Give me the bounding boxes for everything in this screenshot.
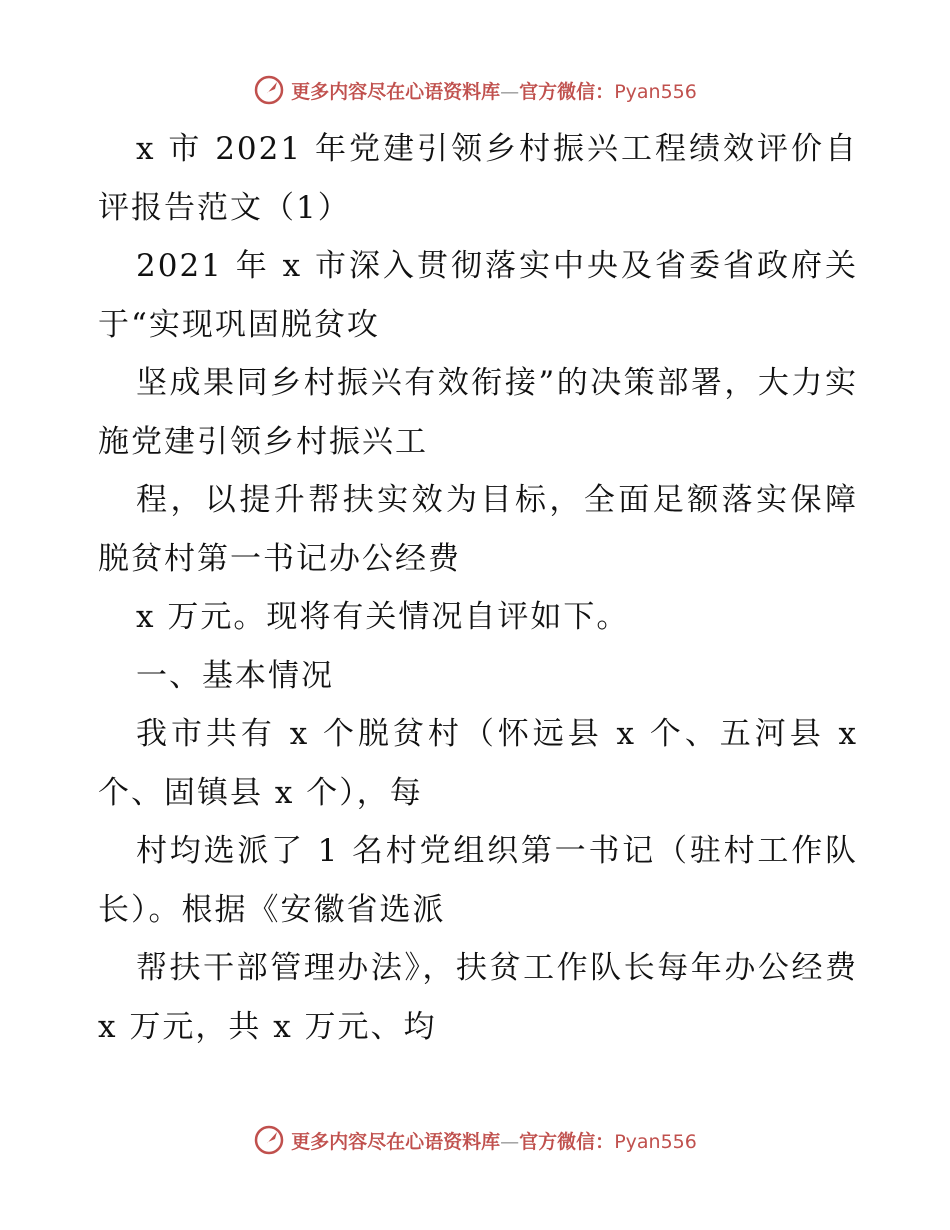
paragraph-8: 帮扶干部管理办法》，扶贫工作队长每年办公经费 x 万元，共 x 万元、均 [98, 950, 858, 1045]
header-banner-wechat-id: Pyan556 [614, 80, 697, 103]
paragraph-1: 2021 年 x 市深入贯彻落实中央及省委省政府关于“实现巩固脱贫攻 [98, 248, 858, 343]
document-body [98, 120, 858, 1056]
footer-banner-wechat-id: Pyan556 [614, 1130, 697, 1153]
paragraph-4: x 万元。现将有关情况自评如下。 [136, 599, 630, 635]
quill-pen-logo-icon [253, 1124, 285, 1156]
paragraph-2: 坚成果同乡村振兴有效衔接”的决策部署，大力实施党建引领乡村振兴工 [98, 365, 858, 460]
quill-pen-logo-icon [253, 74, 285, 106]
header-banner-label [291, 77, 697, 104]
footer-banner-wechat-label: 官方微信： [519, 1130, 615, 1153]
footer-banner-label [291, 1127, 697, 1154]
paragraph-7: 村均选派了 1 名村党组织第一书记（驻村工作队长）。根据《安徽省选派 [98, 833, 858, 928]
header-banner-wechat-label: 官方微信： [519, 80, 615, 103]
section-heading-basic-situation: 一、基本情况 [136, 657, 334, 694]
footer-banner-main-text: 更多内容尽在心语资料库 [291, 1130, 501, 1153]
header-banner-main-text: 更多内容尽在心语资料库 [291, 80, 501, 103]
header-banner-separator: — [500, 80, 520, 103]
document-title: x 市 2021 年党建引领乡村振兴工程绩效评价自评报告范文（1） [98, 131, 858, 226]
paragraph-3: 程，以提升帮扶实效为目标，全面足额落实保障脱贫村第一书记办公经费 [98, 482, 858, 577]
footer-banner [0, 1120, 950, 1160]
footer-banner-separator: — [500, 1130, 520, 1153]
paragraph-6: 我市共有 x 个脱贫村（怀远县 x 个、五河县 x 个、固镇县 x 个），每 [98, 716, 858, 811]
header-banner [0, 70, 950, 110]
